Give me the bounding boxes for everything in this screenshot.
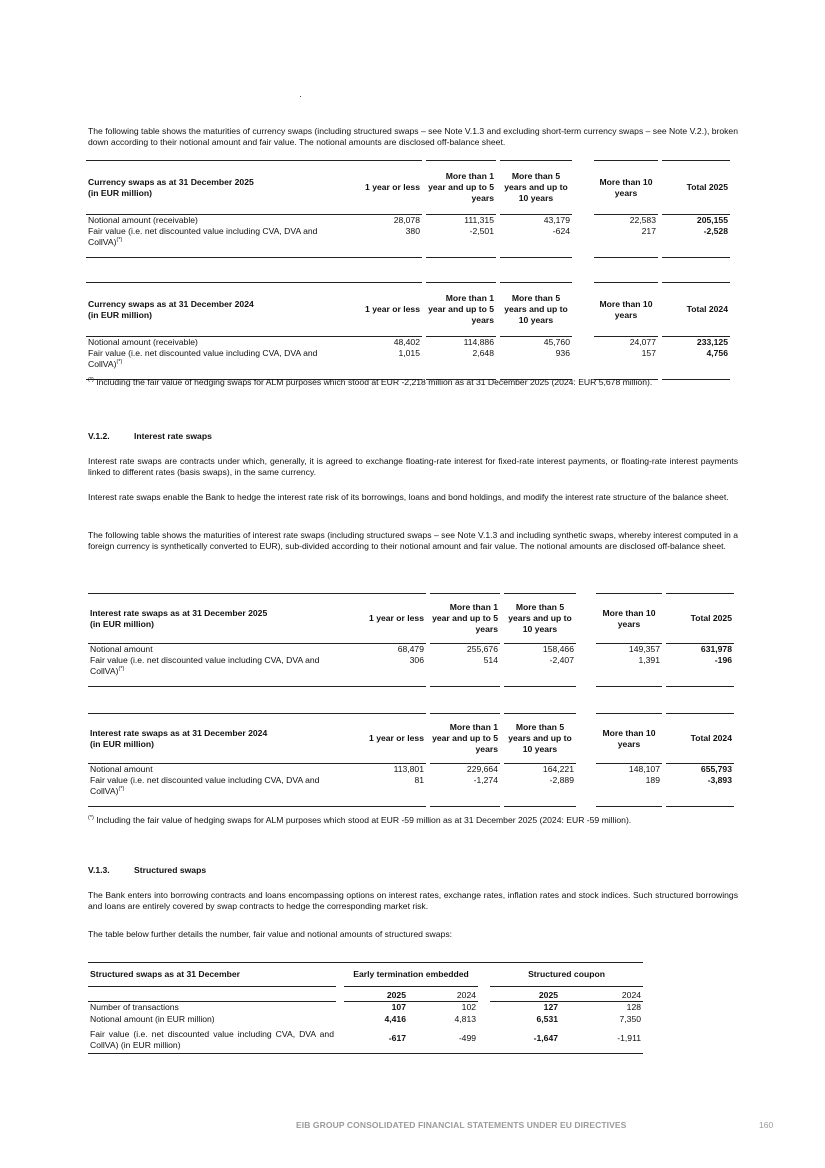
cell: 24,077 (629, 337, 656, 347)
cell: 68,479 (397, 644, 424, 654)
table-row (88, 1002, 643, 1014)
header-cell: Total 2025 (662, 161, 730, 215)
table-title: Structured swaps as at 31 December (88, 963, 336, 987)
interest-rate-paragraph-2: Interest rate swaps enable the Bank to hedge the interest rate risk of its borrowings, loans and bond holdings, and modify the interest rate structure of the balance sheet. (88, 492, 729, 502)
page-number: 160 (759, 1120, 774, 1130)
row-label: Fair value (i.e. net discounted value including CVA, DVA and CollVA)(*) (86, 348, 348, 379)
interest-rate-swaps-2025-table (88, 593, 734, 687)
table-header-row (88, 963, 643, 987)
cell: 22,583 (629, 215, 656, 225)
table-title: Currency swaps as at 31 December 2024 (in EUR million) (86, 283, 348, 337)
table-row (86, 215, 730, 227)
header-cell: More than 5 years and up to 10 years (500, 283, 572, 337)
header-cell: 1 year or less (352, 594, 426, 644)
header-cell: Total 2024 (666, 714, 734, 764)
table-row (88, 764, 734, 776)
year-header: 2025 (344, 987, 408, 1002)
year-header: 2025 (490, 987, 560, 1002)
row-label: Notional amount (receivable) (88, 337, 198, 347)
cell: -624 (500, 226, 572, 257)
currency-swaps-2025-table (86, 160, 730, 258)
header-cell: More than 10 years (596, 594, 662, 644)
header-cell: More than 1 year and up to 5 years (430, 714, 500, 764)
cell: 164,221 (542, 764, 574, 774)
cell: 128 (626, 1002, 642, 1013)
year-header: 2024 (408, 987, 478, 1002)
cell: 43,179 (543, 215, 570, 225)
interest-rate-paragraph-3: The following table shows the maturities of interest rate swaps (including structured swaps – see Note V.1.3 and including synthetic swaps, whereby interest computed in a foreign currency is synthetically converted to EUR), sub-divided according to their notional amount and fair value. The notional amounts are disclosed off-balance sheet. (88, 530, 738, 552)
cell: 7,350 (619, 1013, 642, 1024)
interest-rate-footnote: (*) Including the fair value of hedging swaps for ALM purposes which stood at EUR -59 million as at 31 December 2025 (2024: EUR -59 million). (88, 815, 632, 825)
year-header-row (88, 987, 643, 1002)
group-header: Early termination embedded (344, 963, 478, 987)
structured-paragraph-1: The Bank enters into borrowing contracts and loans encompassing options on interest rates, exchange rates, inflation rates and stock indices. Such structured borrowings and loans are entirely covered by swap contracts to hedge the corresponding market risk. (88, 890, 738, 912)
table-title: Interest rate swaps as at 31 December 2025 (in EUR million) (88, 594, 352, 644)
row-label: Fair value (i.e. net discounted value including CVA, DVA and CollVA)(*) (88, 655, 352, 686)
currency-swaps-2024-table (86, 282, 730, 380)
cell: 6,531 (536, 1013, 559, 1024)
cell-total: -2,528 (662, 226, 730, 257)
cell: -1,274 (430, 775, 500, 806)
structured-swaps-table (88, 962, 643, 1054)
cell: 148,107 (628, 764, 660, 774)
header-cell: 1 year or less (348, 283, 422, 337)
cell: 4,813 (454, 1013, 477, 1024)
cell: -1,911 (560, 1025, 643, 1054)
cell-total: 4,756 (662, 348, 730, 379)
cell: 217 (594, 226, 658, 257)
cell: -1,647 (490, 1025, 560, 1054)
row-label: Notional amount (receivable) (88, 215, 198, 225)
cell: 1,015 (348, 348, 422, 379)
cell: -2,501 (426, 226, 496, 257)
table-row (88, 655, 734, 686)
table-row (88, 1025, 643, 1054)
section-heading-v13: V.1.3. Structured swaps (88, 865, 207, 875)
row-label: Notional amount (90, 764, 153, 774)
header-cell: More than 10 years (594, 161, 658, 215)
header-cell: More than 1 year and up to 5 years (426, 283, 496, 337)
cell: 380 (348, 226, 422, 257)
year-header: 2024 (560, 987, 643, 1002)
cell: 2,648 (426, 348, 496, 379)
row-label: Notional amount (in EUR million) (90, 1013, 215, 1024)
table-row (86, 337, 730, 349)
row-label: Fair value (i.e. net discounted value including CVA, DVA and CollVA)(*) (86, 226, 348, 257)
cell: 1,391 (596, 655, 662, 686)
currency-footnote: (*) Including the fair value of hedging swaps for ALM purposes which stood at EUR -2,218 million as at 31 December 2025 (2024: EUR 5,678 million). (88, 377, 653, 387)
interest-rate-swaps-2024-table (88, 713, 734, 807)
cell: 127 (543, 1002, 559, 1013)
row-label: Notional amount (90, 644, 153, 654)
cell: 113,801 (393, 764, 424, 774)
header-cell: More than 5 years and up to 10 years (504, 594, 576, 644)
cell: 102 (461, 1002, 477, 1013)
cell-total: 631,978 (700, 644, 732, 654)
cell: 157 (594, 348, 658, 379)
header-cell: Total 2025 (666, 594, 734, 644)
table-row (88, 1014, 643, 1025)
cell: 28,078 (393, 215, 420, 225)
header-cell: More than 1 year and up to 5 years (426, 161, 496, 215)
table-title: Interest rate swaps as at 31 December 2024 (in EUR million) (88, 714, 352, 764)
cell: 936 (500, 348, 572, 379)
cell: 4,416 (384, 1013, 406, 1024)
header-cell: More than 10 years (594, 283, 658, 337)
cell: 48,402 (393, 337, 420, 347)
stray-dot (300, 96, 301, 97)
cell: 81 (352, 775, 426, 806)
cell: -2,407 (504, 655, 576, 686)
cell: 158,466 (542, 644, 574, 654)
cell: 149,357 (628, 644, 660, 654)
cell-total: 233,125 (696, 337, 728, 347)
cell: 229,664 (466, 764, 498, 774)
row-label: Number of transactions (90, 1002, 179, 1013)
header-cell: 1 year or less (352, 714, 426, 764)
header-cell: Total 2024 (662, 283, 730, 337)
cell: 306 (352, 655, 426, 686)
cell: 114,886 (463, 337, 494, 347)
cell: 45,760 (543, 337, 570, 347)
table-title: Currency swaps as at 31 December 2025 (in EUR million) (86, 161, 348, 215)
intro-currency-paragraph: The following table shows the maturities of currency swaps (including structured swaps – see Note V.1.3 and excluding short-term currency swaps – see Note V.2.), broken down according to their notional amount and fair value. The notional amounts are disclosed off-balance sheet. (88, 126, 738, 148)
cell-total: 205,155 (696, 215, 728, 225)
interest-rate-paragraph-1: Interest rate swaps are contracts under which, generally, it is agreed to exchange floating-rate interest for fixed-rate interest payments, or floating-rate interest payments linked to different rates (basis swaps), in the same currency. (88, 456, 738, 478)
header-cell: More than 5 years and up to 10 years (500, 161, 572, 215)
header-cell: 1 year or less (348, 161, 422, 215)
structured-paragraph-2: The table below further details the number, fair value and notional amounts of structured swaps: (88, 929, 453, 939)
cell: 514 (430, 655, 500, 686)
cell-total: 655,793 (700, 764, 732, 774)
row-label: Fair value (i.e. net discounted value including CVA, DVA and CollVA)(*) (88, 775, 352, 806)
row-label: Fair value (i.e. net discounted value including CVA, DVA and CollVA) (in EUR million) (88, 1025, 336, 1054)
group-header: Structured coupon (490, 963, 643, 987)
cell: 189 (596, 775, 662, 806)
table-row (88, 644, 734, 656)
header-cell: More than 1 year and up to 5 years (430, 594, 500, 644)
cell: 107 (391, 1002, 406, 1013)
cell-total: -3,893 (666, 775, 734, 806)
cell: -617 (344, 1025, 408, 1054)
table-row (88, 775, 734, 806)
table-row (86, 348, 730, 379)
table-row (86, 226, 730, 257)
header-cell: More than 10 years (596, 714, 662, 764)
cell: -499 (408, 1025, 478, 1054)
header-cell: More than 5 years and up to 10 years (504, 714, 576, 764)
cell-total: -196 (666, 655, 734, 686)
cell: 111,315 (464, 215, 494, 225)
section-heading-v12: V.1.2. Interest rate swaps (88, 431, 212, 441)
page-footer: EIB GROUP CONSOLIDATED FINANCIAL STATEMENTS UNDER EU DIRECTIVES (296, 1120, 627, 1130)
cell: -2,889 (504, 775, 576, 806)
cell: 255,676 (466, 644, 498, 654)
